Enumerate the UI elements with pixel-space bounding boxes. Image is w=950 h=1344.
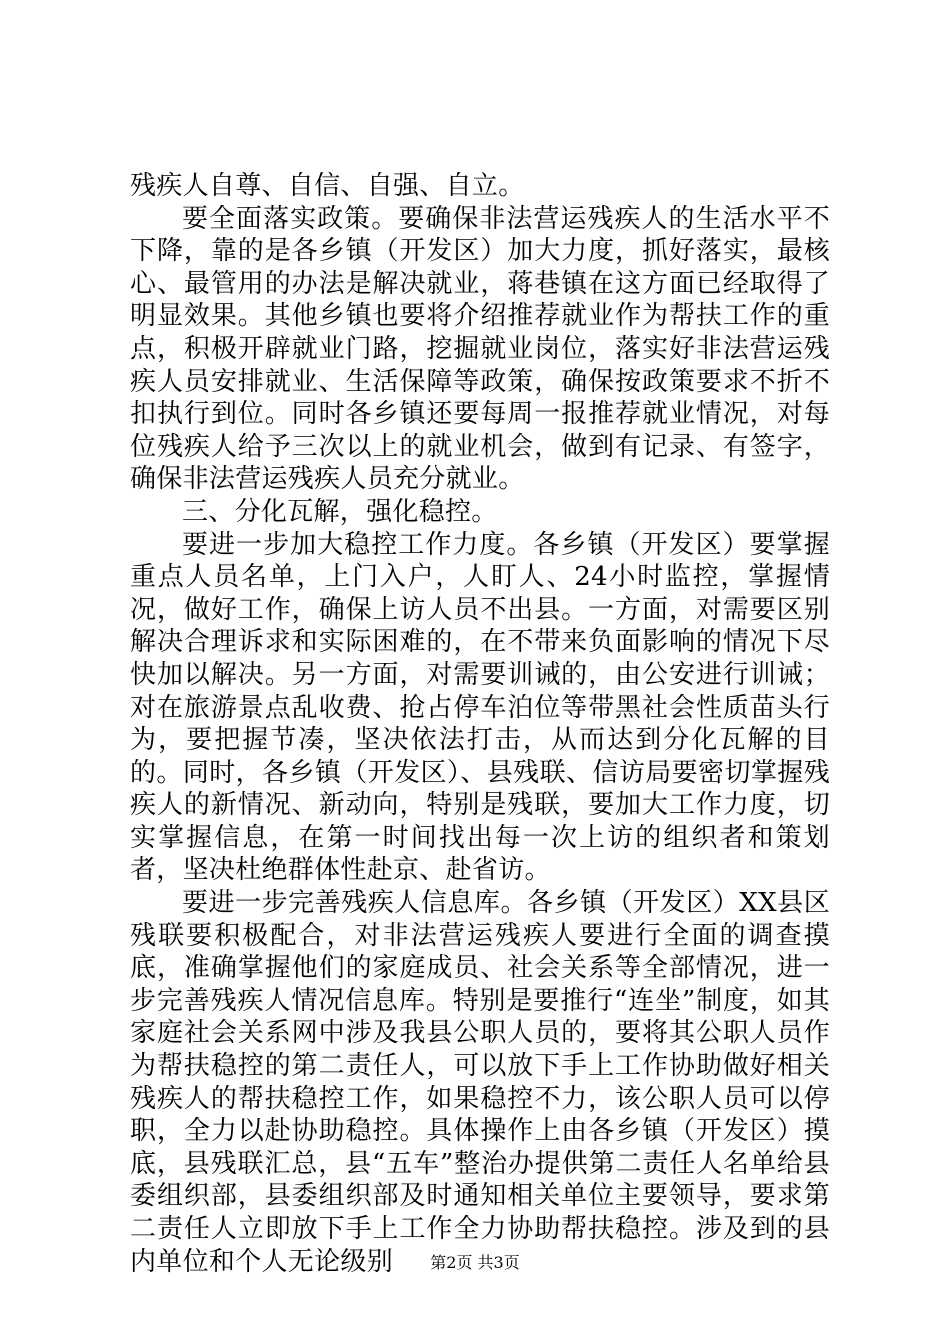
document-body <box>130 170 830 1278</box>
paragraph-continuation: 残疾人自尊、自信、自强、自立。 <box>130 171 525 201</box>
paragraph-policy: 要全面落实政策。要确保非法营运残疾人的生活水平不下降，靠的是各乡镇（开发区）加大力度，抓好落实，最核心、最管用的办法是解决就业，蒋巷镇在这方面已经取得了明显效果。其他乡镇也要将介绍推荐就业作为帮扶工作的重点，积极开辟就业门路，挖掘就业岗位，落实好非法营运残疾人员安排就业、生活保障等政策，确保按政策要求不折不扣执行到位。同时各乡镇还要每周一报推荐就业情况，对每位残疾人给予三次以上的就业机会，做到有记录、有签字，确保非法营运残疾人员充分就业。 <box>130 203 830 495</box>
page-footer: 第2页 共3页 <box>430 1253 520 1272</box>
section-heading-3: 三、分化瓦解，强化稳控。 <box>182 496 498 527</box>
paragraph-info-database: 要进一步完善残疾人信息库。各乡镇（开发区）XX县区残联要积极配合，对非法营运残疾人要进行全面的调查摸底，准确掌握他们的家庭成员、社会关系等全部情况，进一步完善残疾人情况信息库。特别是要推行“连坐”制度，如其家庭社会关系网中涉及我县公职人员的，要将其公职人员作为帮扶稳控的第二责任人，可以放下手上工作协助做好相关残疾人的帮扶稳控工作，如果稳控不力，该公职人员可以停职，全力以赴协助稳控。具体操作上由各乡镇（开发区）摸底，县残联汇总，县“五车”整治办提供第二责任人名单给县委组织部，县委组织部及时通知相关单位主要领导，要求第二责任人立即放下手上工作全力协助帮扶稳控。涉及到的县内单位和个人无论级别 <box>130 888 830 1277</box>
paragraph-stability-control: 要进一步加大稳控工作力度。各乡镇（开发区）要掌握重点人员名单，上门入户，人盯人、24小时监控，掌握情况，做好工作，确保上访人员不出县。一方面，对需要区别解决合理诉求和实际困难的，在不带来负面影响的情况下尽快加以解决。另一方面，对需要训诫的，由公安进行训诫；对在旅游景点乱收费、抢占停车泊位等带黑社会性质苗头行为，要把握节凑，坚决依法打击，从而达到分化瓦解的目的。同时，各乡镇（开发区）、县残联、信访局要密切掌握残疾人的新情况、新动向，特别是残联，要加大工作力度，切实掌握信息，在第一时间找出每一次上访的组织者和策划者，坚决杜绝群体性赴京、赴省访。 <box>130 529 830 886</box>
